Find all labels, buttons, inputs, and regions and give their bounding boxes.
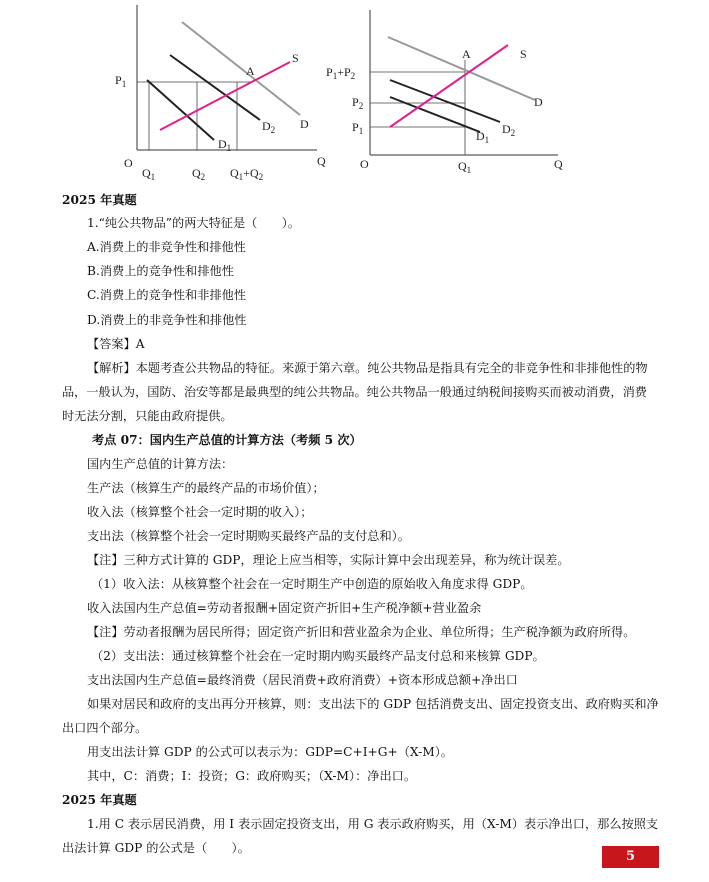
text-line-g12: 出口四个部分。 bbox=[62, 721, 148, 735]
left-d2-label: $D_2$ bbox=[262, 119, 276, 135]
text-line-g10: 支出法国内生产总值=最终消费（居民消费+政府消费）+资本形成总额+净出口 bbox=[87, 673, 518, 687]
left-q2-label: $Q_2$ bbox=[192, 166, 206, 182]
text-line-optC: C.消费上的竞争性和非排他性 bbox=[87, 288, 247, 302]
left-origin-label: O bbox=[124, 156, 133, 170]
right-supply-label: S bbox=[520, 47, 527, 61]
left-supply-label: S bbox=[292, 51, 299, 65]
text-line-g14: 其中，C：消费；I：投资；G：政府购买；（X-M）：净出口。 bbox=[87, 769, 417, 783]
left-d-label: D bbox=[300, 117, 309, 131]
text-line-sec2025b: 2025 年真题 bbox=[62, 793, 137, 807]
left-d-curve bbox=[182, 22, 300, 115]
left-x-axis-label: Q bbox=[317, 154, 326, 168]
text-line-g5: 【注】三种方式计算的 GDP，理论上应当相等，实际计算中会出现差异，称为统计误差。 bbox=[87, 553, 570, 567]
left-q1-label: $Q_1$ bbox=[142, 166, 156, 182]
left-demand-supply-diagram bbox=[112, 0, 332, 185]
text-line-q2b: 出法计算 GDP 的公式是（ ）。 bbox=[62, 841, 250, 855]
right-d2-label: $D_2$ bbox=[502, 122, 516, 138]
left-d1-label: $D_1$ bbox=[218, 137, 232, 153]
text-line-g2: 生产法（核算生产的最终产品的市场价值）； bbox=[87, 481, 325, 495]
text-line-q2a: 1.用 C 表示居民消费，用 I 表示固定投资支出，用 G 表示政府购买，用（X-M）表示净出口，那么按照支 bbox=[87, 817, 659, 831]
right-demand-supply-diagram bbox=[320, 0, 570, 185]
right-x-axis-label: Q bbox=[554, 157, 563, 171]
right-point-a-label: A bbox=[462, 47, 471, 61]
right-psum-label: $P_1+P_2$ bbox=[326, 65, 356, 81]
right-d1-label: $D_1$ bbox=[476, 129, 490, 145]
text-line-g9: （2）支出法：通过核算整个社会在一定时期内购买最终产品支付总和来核算 GDP。 bbox=[91, 649, 545, 663]
text-line-ans: 【答案】A bbox=[87, 337, 145, 351]
text-line-exp1: 【解析】本题考查公共物品的特征。来源于第六章。纯公共物品是指具有完全的非竞争性和非排他性的物 bbox=[87, 361, 648, 375]
left-d1-curve bbox=[147, 80, 214, 140]
right-d-label: D bbox=[534, 95, 543, 109]
text-line-g4: 支出法（核算整个社会一定时期购买最终产品的支付总和）。 bbox=[87, 529, 410, 543]
text-line-sec2025a: 2025 年真题 bbox=[62, 193, 137, 207]
text-line-g11: 如果对居民和政府的支出再分开核算，则：支出法下的 GDP 包括消费支出、固定投资支出、政府购买和净 bbox=[87, 697, 659, 711]
text-line-g3: 收入法（核算整个社会一定时期的收入）； bbox=[87, 505, 313, 519]
text-line-optA: A.消费上的非竞争性和排他性 bbox=[87, 240, 246, 254]
text-line-g6: （1）收入法：从核算整个社会在一定时期生产中创造的原始收入角度求得 GDP。 bbox=[91, 577, 533, 591]
text-line-topic: 考点 07：国内生产总值的计算方法（考频 5 次） bbox=[92, 433, 362, 447]
right-p2-label: $P_2$ bbox=[352, 95, 364, 111]
text-line-exp2: 品，一般认为，国防、治安等都是最典型的纯公共物品。纯公共物品一般通过纳税间接购买而被动消费，消费 bbox=[62, 385, 647, 399]
right-origin-label: O bbox=[360, 157, 369, 171]
text-line-optD: D.消费上的非竞争性和排他性 bbox=[87, 313, 247, 327]
text-line-q1: 1.“纯公共物品”的两大特征是（ ）。 bbox=[87, 216, 300, 230]
text-line-exp3: 时无法分割，只能由政府提供。 bbox=[62, 409, 233, 423]
left-p1-label: $P_1$ bbox=[115, 73, 127, 89]
text-line-g7: 收入法国内生产总值=劳动者报酬+固定资产折旧+生产税净额+营业盈余 bbox=[87, 601, 482, 615]
right-q1-label: $Q_1$ bbox=[458, 159, 472, 175]
text-line-g8: 【注】劳动者报酬为居民所得；固定资产折旧和营业盈余为企业、单位所得；生产税净额为政府所得。 bbox=[87, 625, 636, 639]
left-point-a-label: A bbox=[246, 64, 255, 78]
text-line-g1: 国内生产总值的计算方法： bbox=[87, 457, 234, 471]
right-p1-label: $P_1$ bbox=[352, 120, 364, 136]
text-line-g13: 用支出法计算 GDP 的公式可以表示为：GDP=C+I+G+（X-M）。 bbox=[87, 745, 453, 759]
page-number-badge: 5 bbox=[602, 846, 659, 868]
text-line-optB: B.消费上的竞争性和排他性 bbox=[87, 264, 234, 278]
left-qsum-label: $Q_1+Q_2$ bbox=[230, 166, 264, 182]
